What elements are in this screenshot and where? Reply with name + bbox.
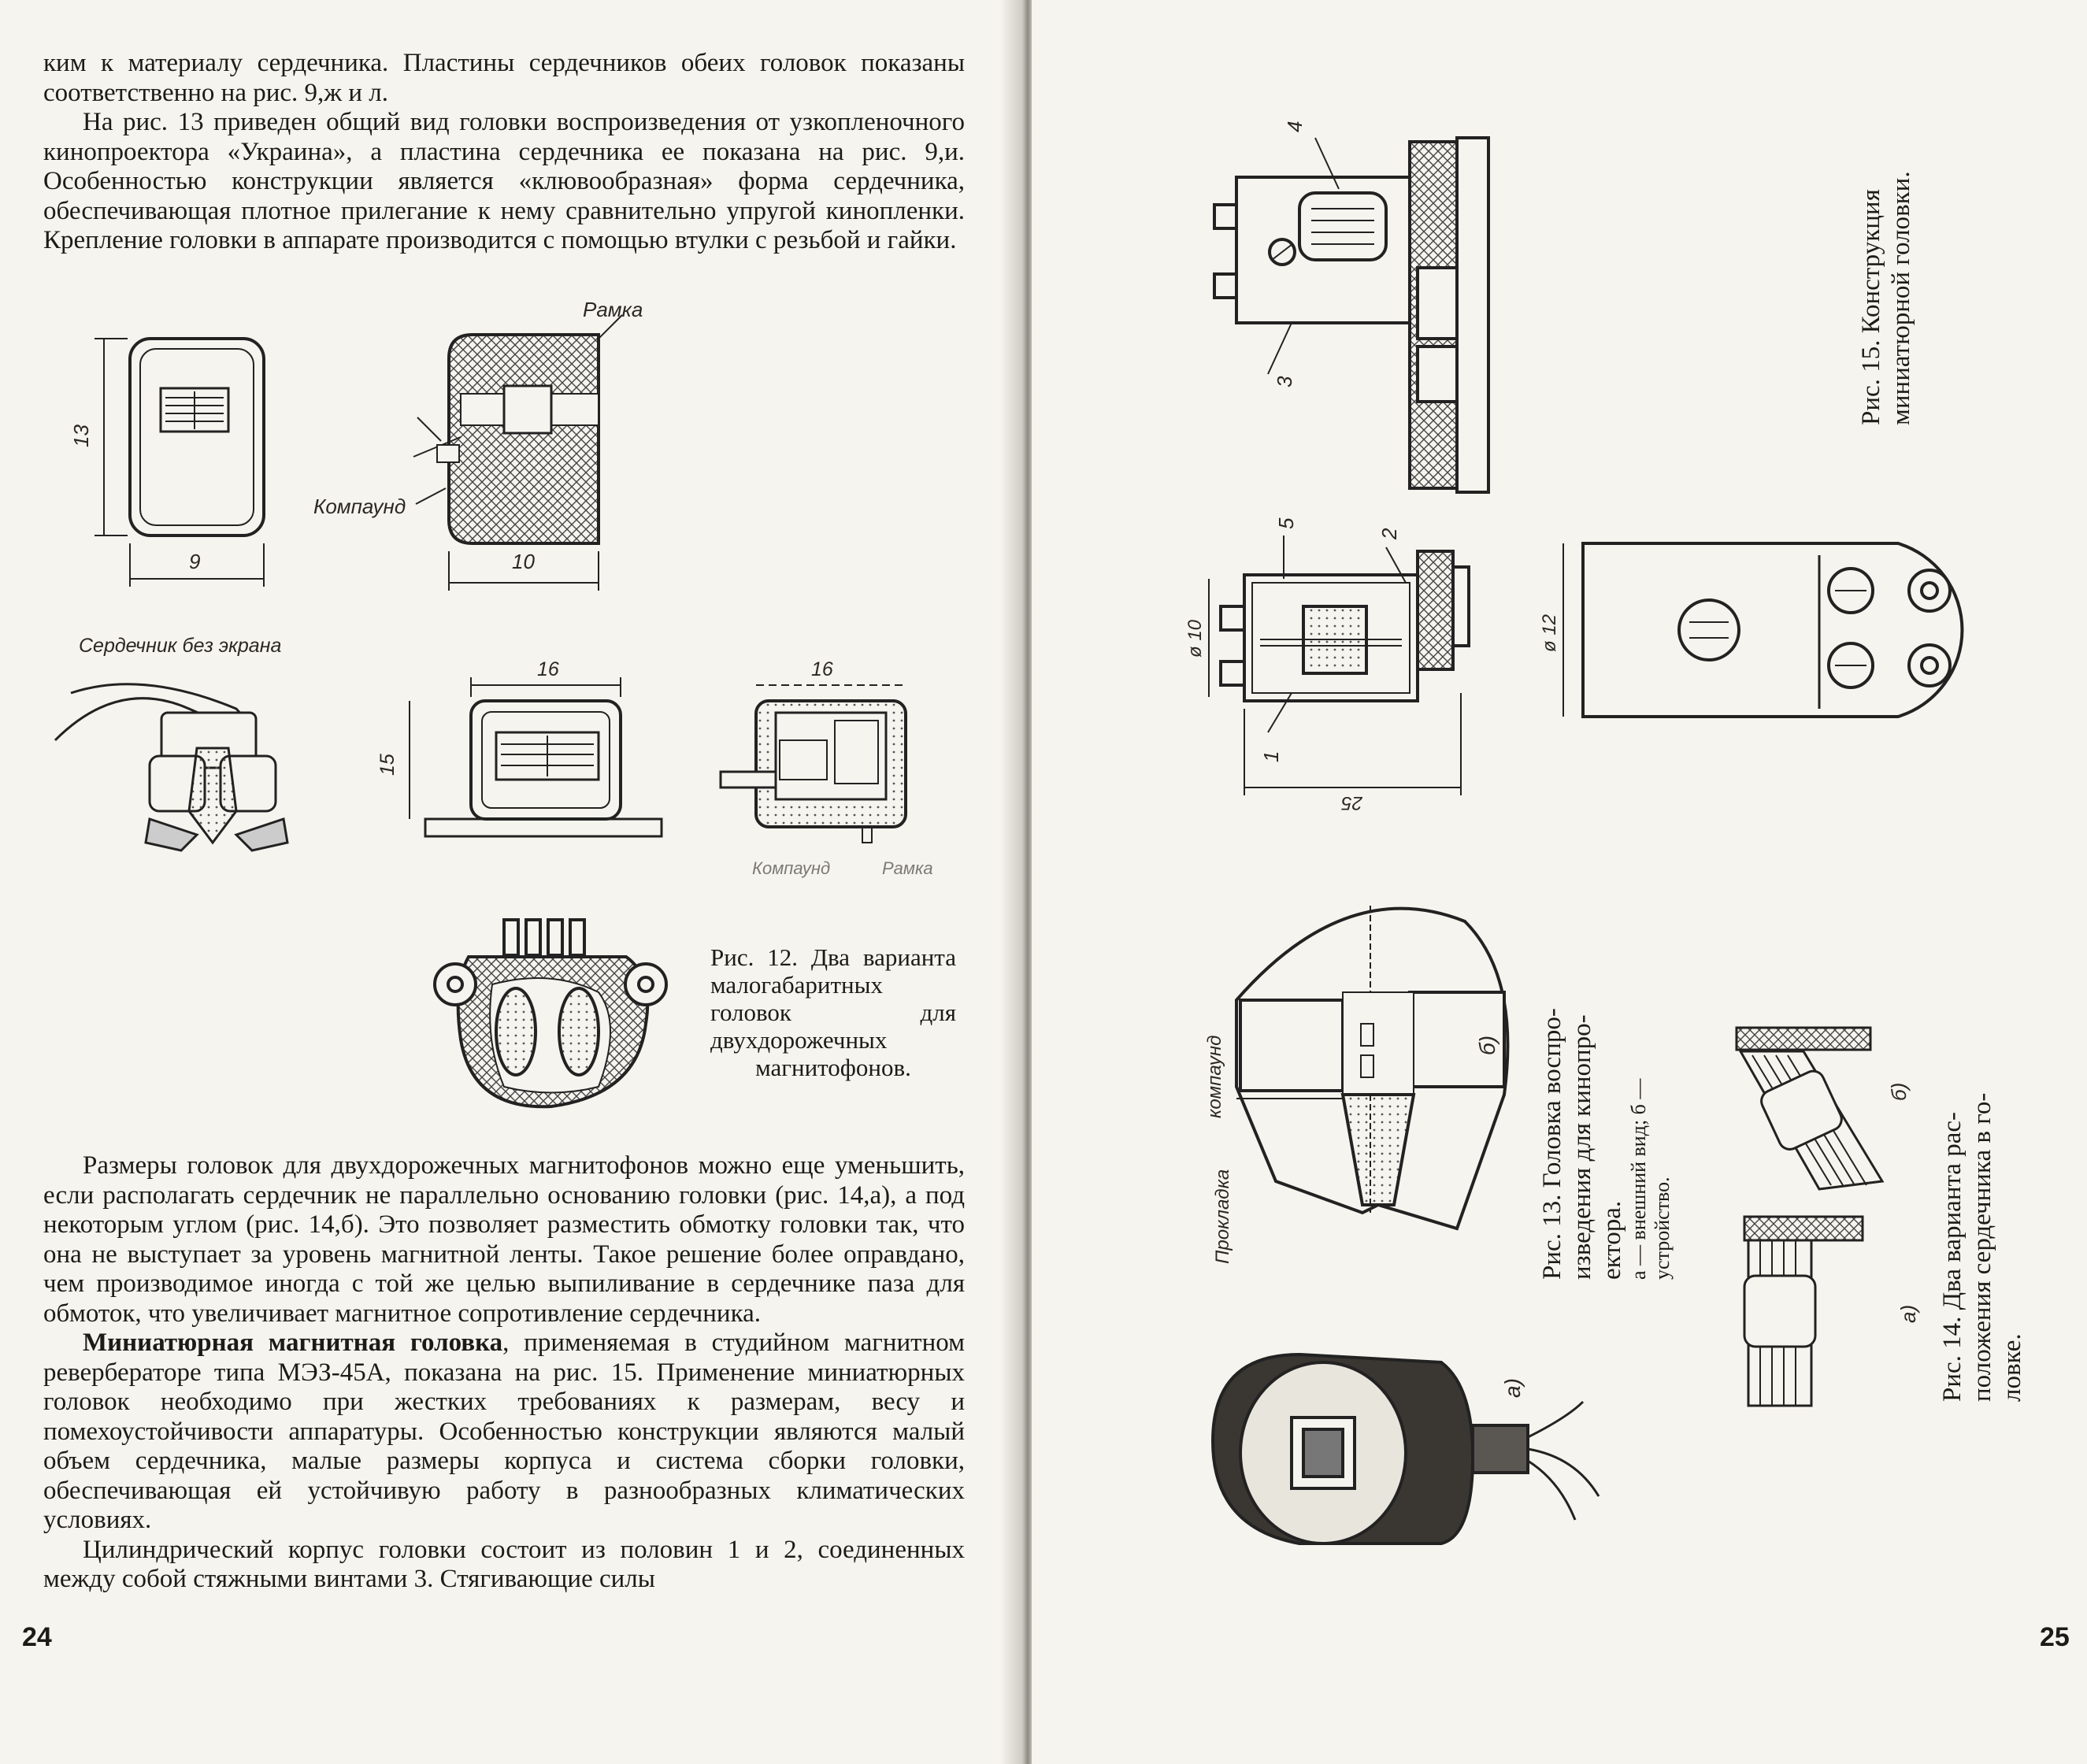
dim-16-label-b: 16	[811, 658, 833, 680]
figure-13-caption-line-3: ектора.	[1598, 1200, 1626, 1280]
fig15-label-5: 5	[1274, 517, 1298, 529]
fig14-label-a: а)	[1896, 1304, 1920, 1323]
dim-10-label: 10	[512, 550, 535, 573]
core-without-screen-sketch	[55, 684, 287, 850]
head-c-oval-view	[435, 920, 666, 1106]
left-bottom-text	[43, 1151, 965, 1595]
fig14a-straight-core	[1744, 1217, 1863, 1406]
figure-15-caption	[1856, 171, 1916, 425]
paragraph-3: Размеры головок для двухдорожечных магнитофонов можно еще уменьшить, если располагать сердечник не параллельно основанию головки (рис. 14,а), а под некоторым углом (рис. 14,б). Это позволяет разместить обмотку головки так, что она не выступает за уровень магнитной ленты. Такое решение более оправдано, чем производимое иногда с той же целью выпиливание в сердечнике паза для обмоток, что увеличивает магнитное сопротивление сердечника.	[43, 1151, 965, 1328]
fig13-label-kompaund: компаунд	[1204, 1035, 1225, 1118]
ramka-bottom-label: Рамка	[882, 858, 933, 878]
ramka-top-label: Рамка	[583, 298, 643, 321]
paragraph-2: На рис. 13 приведен общий вид головки воспроизведения от узкопленочного кинопроектора «Украина», а пластина сердечника ее показана на рис. 9,и. Особенностью конструкции является «клювообразная» форма сердечника, обеспечивающая плотное прилегание к нему сравнительно упругой кинопленки. Крепление головки в аппарате производится с помощью втулки с резьбой и гайки.	[43, 108, 965, 254]
fig15-side-view	[1214, 138, 1488, 492]
figure-13-caption	[1537, 1008, 1674, 1280]
fig13-label-prokladka: Прокладка	[1212, 1169, 1233, 1264]
fig15-label-3: 3	[1273, 376, 1296, 387]
head-a-front-view	[95, 339, 264, 587]
fig15-label-1: 1	[1259, 750, 1283, 762]
fig14-label-b: б)	[1887, 1082, 1911, 1101]
figure-14-caption-line-2: положения сердечника в го-	[1968, 1092, 1996, 1402]
dim-16-label-a: 16	[537, 658, 559, 680]
paragraph-4-bold-lead: Миниатюрная магнитная головка	[83, 1329, 503, 1357]
dim-9-label: 9	[189, 550, 201, 573]
fig15-label-d12: ø 12	[1539, 613, 1560, 652]
fig15-end-view	[1563, 543, 1962, 717]
dim-13-label: 13	[69, 424, 93, 447]
fig13b-section-view	[1236, 906, 1507, 1228]
figure-13-caption-line-2: изведения для кинопро-	[1568, 1014, 1596, 1280]
fig15-label-25: 25	[1341, 792, 1362, 813]
page-number-left: 24	[22, 1622, 52, 1652]
dim-15-label: 15	[376, 754, 398, 776]
figure-13-caption-sub-1: а — внешний вид; б —	[1627, 1078, 1650, 1280]
figure-14-caption-line-3: ловке.	[1998, 1333, 2026, 1402]
figure-15-caption-line-1: Рис. 15. Конструкция	[1857, 189, 1885, 425]
fig15-section-view	[1209, 536, 1469, 795]
paragraph-4-body: , применяемая в студийном магнитном ревербераторе типа МЭЗ-45А, показана на рис. 15. Применение миниатюрных головок необходимо при жестких требованиях к размерам, весу и помехоустойчивости аппаратуры. Особенностью конструкции являются малый объем сердечника, малые размеры корпуса и система сборки головки, обеспечивающая ей устойчивую работу в разнообразных климатических условиях.	[43, 1329, 965, 1534]
figure-15-caption-line-2: миниатюрной головки.	[1887, 171, 1915, 425]
kompaund-bottom-label: Компаунд	[752, 858, 831, 878]
paragraph-5: Цилиндрический корпус головки состоит из половин 1 и 2, соединенных между собой стяжными винтами 3. Стягивающие силы	[43, 1535, 965, 1593]
figure-14-caption-line-1: Рис. 14. Два варианта рас-	[1938, 1112, 1967, 1402]
fig15-label-4: 4	[1283, 120, 1307, 132]
head-b-front-view	[410, 677, 662, 836]
right-page-drawings	[1032, 0, 2087, 1764]
fig13-label-a: а)	[1500, 1378, 1525, 1398]
kompaund-top-label: Компаунд	[313, 495, 406, 518]
figure-13-caption-sub-2: устройство.	[1651, 1177, 1674, 1280]
fig15-label-2: 2	[1377, 528, 1401, 539]
paragraph-4	[43, 1329, 965, 1536]
left-page	[0, 0, 1024, 1764]
fig13a-external-view	[1213, 1354, 1599, 1544]
figure-13-caption-line-1: Рис. 13. Головка воспро-	[1538, 1008, 1566, 1280]
right-page	[1032, 0, 2087, 1764]
page-number-right: 25	[2040, 1622, 2070, 1652]
figure-14-caption	[1937, 1093, 2027, 1402]
fig14b-angled-core	[1737, 1028, 1882, 1189]
fig15-label-d10: ø 10	[1184, 619, 1206, 658]
figure-12-caption: Рис. 12. Два варианта малогабаритных головок для двухдорожечных магнитофонов.	[710, 943, 956, 1081]
paragraph-1: ким к материалу сердечника. Пластины сердечников обеих головок показаны соответственно на рис. 9,ж и л.	[43, 49, 965, 107]
core-without-screen-label: Сердечник без экрана	[79, 635, 282, 657]
head-b-section-view	[721, 685, 906, 843]
fig13-label-b: б)	[1475, 1035, 1499, 1055]
